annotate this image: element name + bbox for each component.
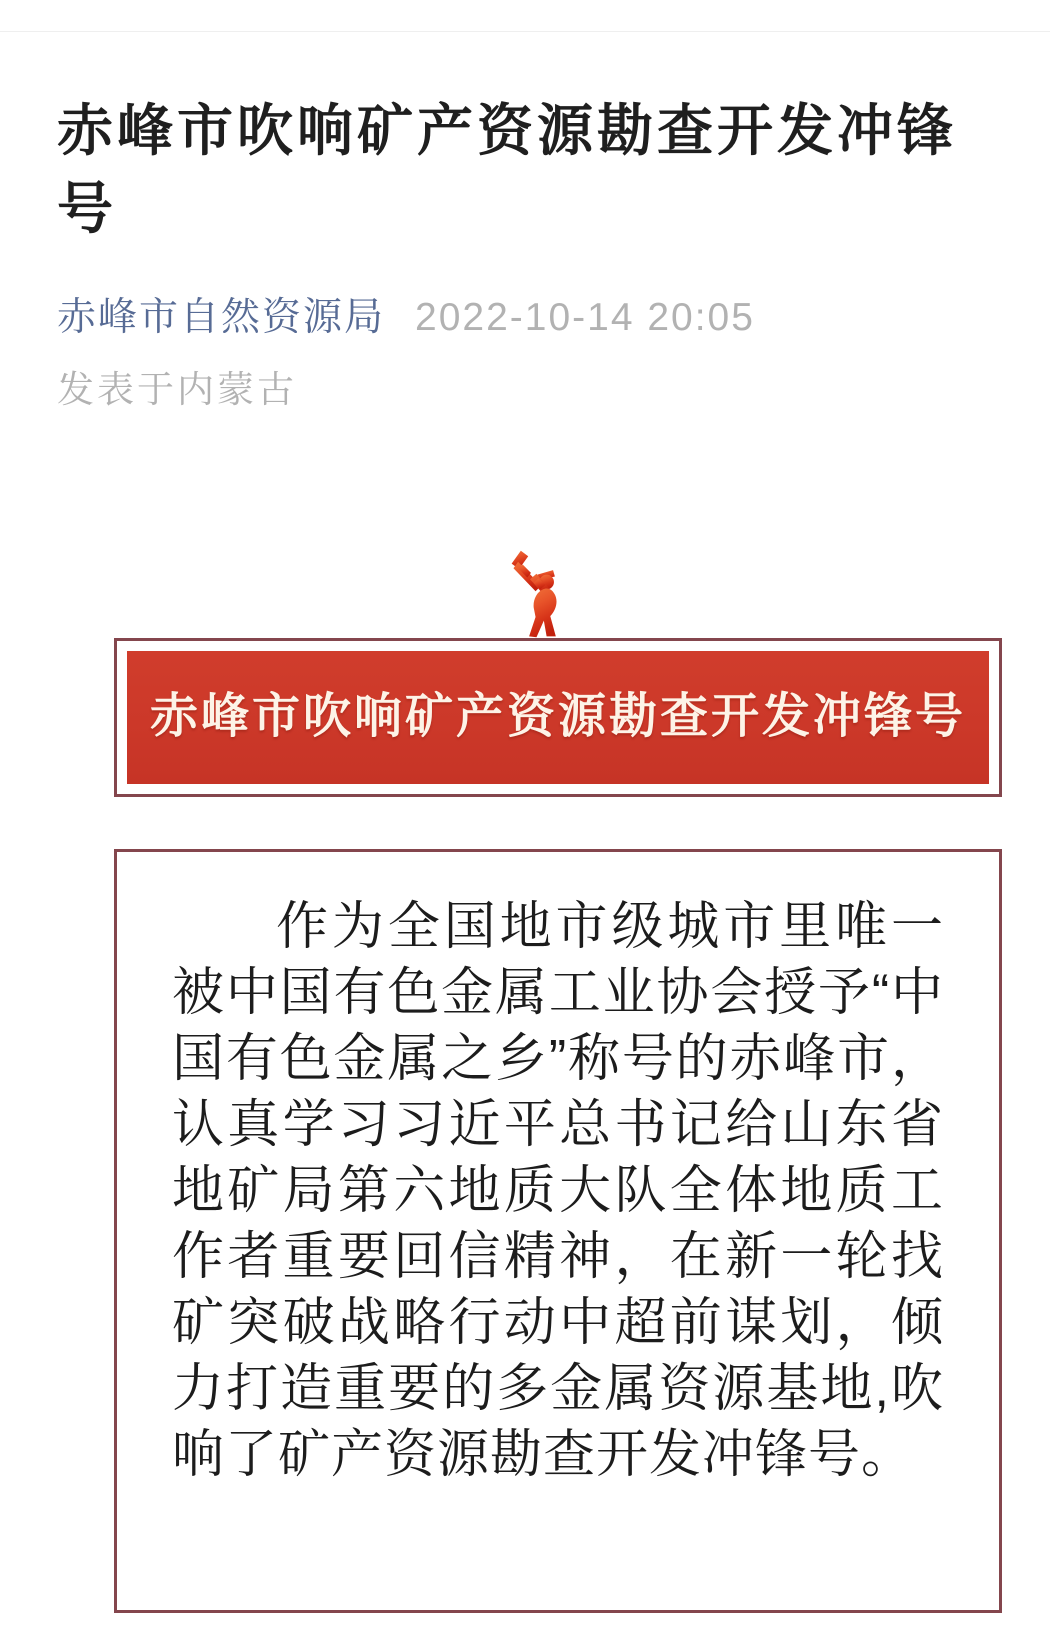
slogan-banner-text: 赤峰市吹响矿产资源勘查开发冲锋号 (127, 651, 989, 784)
publish-location: 发表于内蒙古 (57, 368, 297, 410)
bugler-icon-wrap (57, 548, 1026, 640)
account-link[interactable]: 赤峰市自然资源局 (57, 295, 386, 339)
article-page (0, 92, 1050, 1613)
article-body-box (114, 849, 1002, 1613)
article-paragraph: 作为全国地市级城市里唯一被中国有色金属工业协会授予“中国有色金属之乡”称号的赤峰市，认真学习习近平总书记给山东省地矿局第六地质大队全体地质工作者重要回信精神，在新一轮找矿突破战略行动中超前谋划，倾力打造重要的多金属资源基地,吹响了矿产资源勘查开发冲锋号。 (172, 897, 944, 1484)
slogan-banner (114, 638, 1002, 797)
top-divider (0, 0, 1050, 32)
bugler-icon (505, 548, 579, 640)
article-title: 赤峰市吹响矿产资源勘查开发冲锋号 (57, 99, 957, 241)
publish-time: 2022-10-14 20:05 (415, 295, 755, 339)
meta-row (57, 295, 1026, 342)
banner-gap (57, 797, 1026, 849)
